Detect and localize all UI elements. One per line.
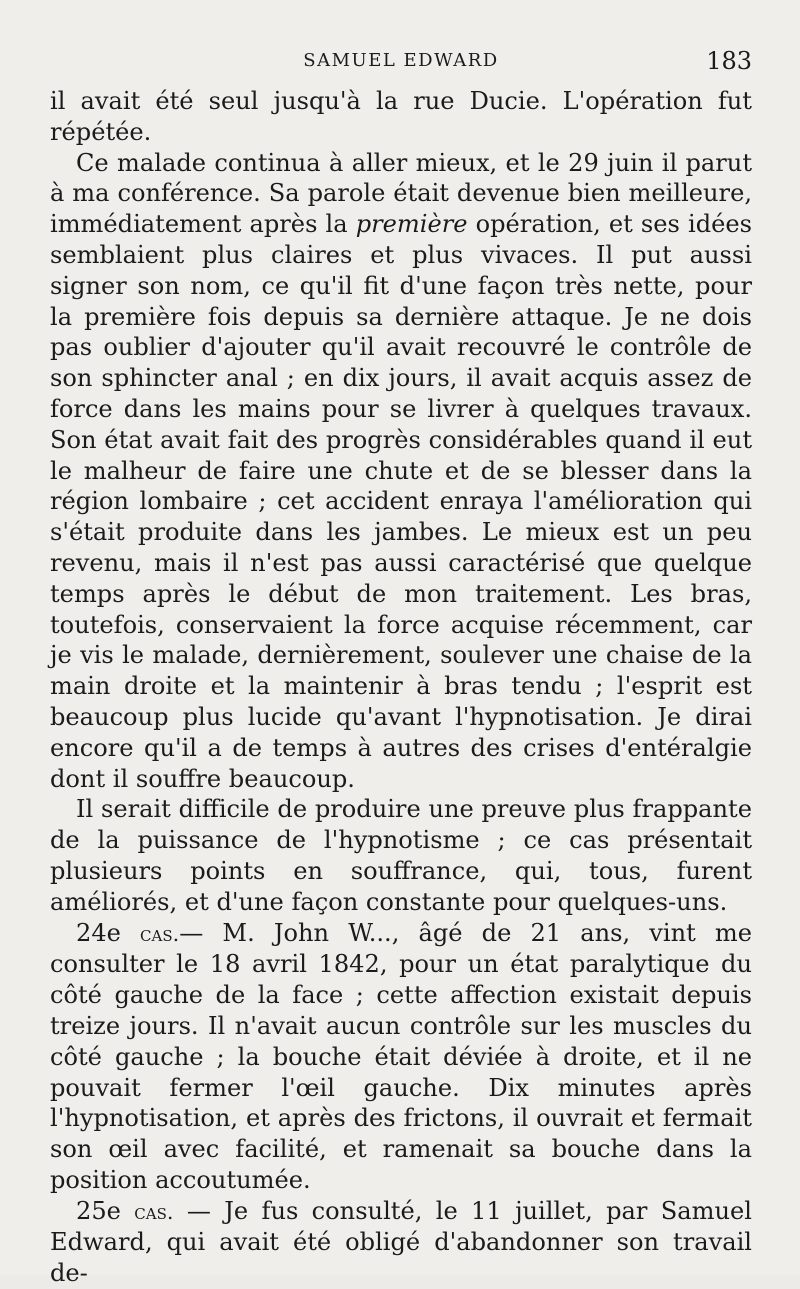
running-head: SAMUEL EDWARD xyxy=(303,50,499,71)
body-text xyxy=(50,86,752,1289)
case-number: 24e xyxy=(76,918,121,947)
paragraph-continuation xyxy=(50,86,752,148)
case-word: cas. xyxy=(140,921,180,946)
paragraph-text: Il serait difficile de produire une preuve plus frappante de la puissance de l'hypnotisme ; ce cas présentait plusieurs points en souffrance, qui, tous, furent améliorés, et d'une façon constante pour quelques-uns. xyxy=(50,795,752,916)
paragraph-text-after: opération, et ses idées semblaient plus claires et plus vivaces. Il put aussi signer son nom, ce qu'il fit d'une façon très nette, pour la première fois depuis sa dernière attaque. Je ne dois pas oublier d'ajouter qu'il avait recouvré le contrôle de son sphincter anal ; en dix jours, il avait acquis assez de force dans les mains pour se livrer à quelques travaux. Son état avait fait des progrès considérables quand il eut le malheur de faire une chute et de se blesser dans la région lombaire ; cet accident enraya l'amélioration qui s'était produite dans les jambes. Le mieux est un peu revenu, mais il n'est pas aussi caractérisé que quelque temps après le début de mon traitement. Les bras, toutefois, conservaient la force acquise récemment, car je vis le malade, dernièrement, soulever une chaise de la main droite et la maintenir à bras tendu ; l'esprit est beaucoup plus lucide qu'avant l'hypnotisation. Je dirai encore qu'il a de temps à autres des crises d'entéralgie dont il souffre beaucoup. xyxy=(50,210,753,793)
case-number: 25e xyxy=(76,1196,121,1225)
paragraph-case-25 xyxy=(50,1196,752,1289)
case-word: cas. xyxy=(134,1199,174,1224)
paragraph-case-24 xyxy=(50,918,752,1196)
paragraph-text: — Je fus consulté, le 11 juillet, par Samuel Edward, qui avait été obligé d'abandonner son travail de- xyxy=(50,1196,752,1288)
paragraph-conclusion xyxy=(50,794,752,917)
paragraph-text: Ce malade continua à aller mieux, et le 29 juin il parut à ma conférence. Sa parole était devenue bien meilleure, immédiatement après la xyxy=(50,148,752,239)
paragraph-text: — M. John W..., âgé de 21 ans, vint me consulter le 18 avril 1842, pour un état paralytique du côté gauche de la face ; cette affection existait depuis treize jours. Il n'avait aucun contrôle sur les muscles du côté gauche ; la bouche était déviée à droite, et il ne pouvait fermer l'œil gauche. Dix minutes après l'hypnotisation, et après des frictons, il ouvrait et fermait son œil avec facilité, et ramenait sa bouche dans la position accoutumée. xyxy=(50,918,752,1194)
emphasis-word: première xyxy=(355,210,468,239)
page-header xyxy=(50,44,752,78)
page-number: 183 xyxy=(706,47,752,75)
paragraph-text: il avait été seul jusqu'à la rue Ducie. L'opération fut répétée. xyxy=(50,87,752,146)
paragraph-case-progress xyxy=(50,148,752,795)
